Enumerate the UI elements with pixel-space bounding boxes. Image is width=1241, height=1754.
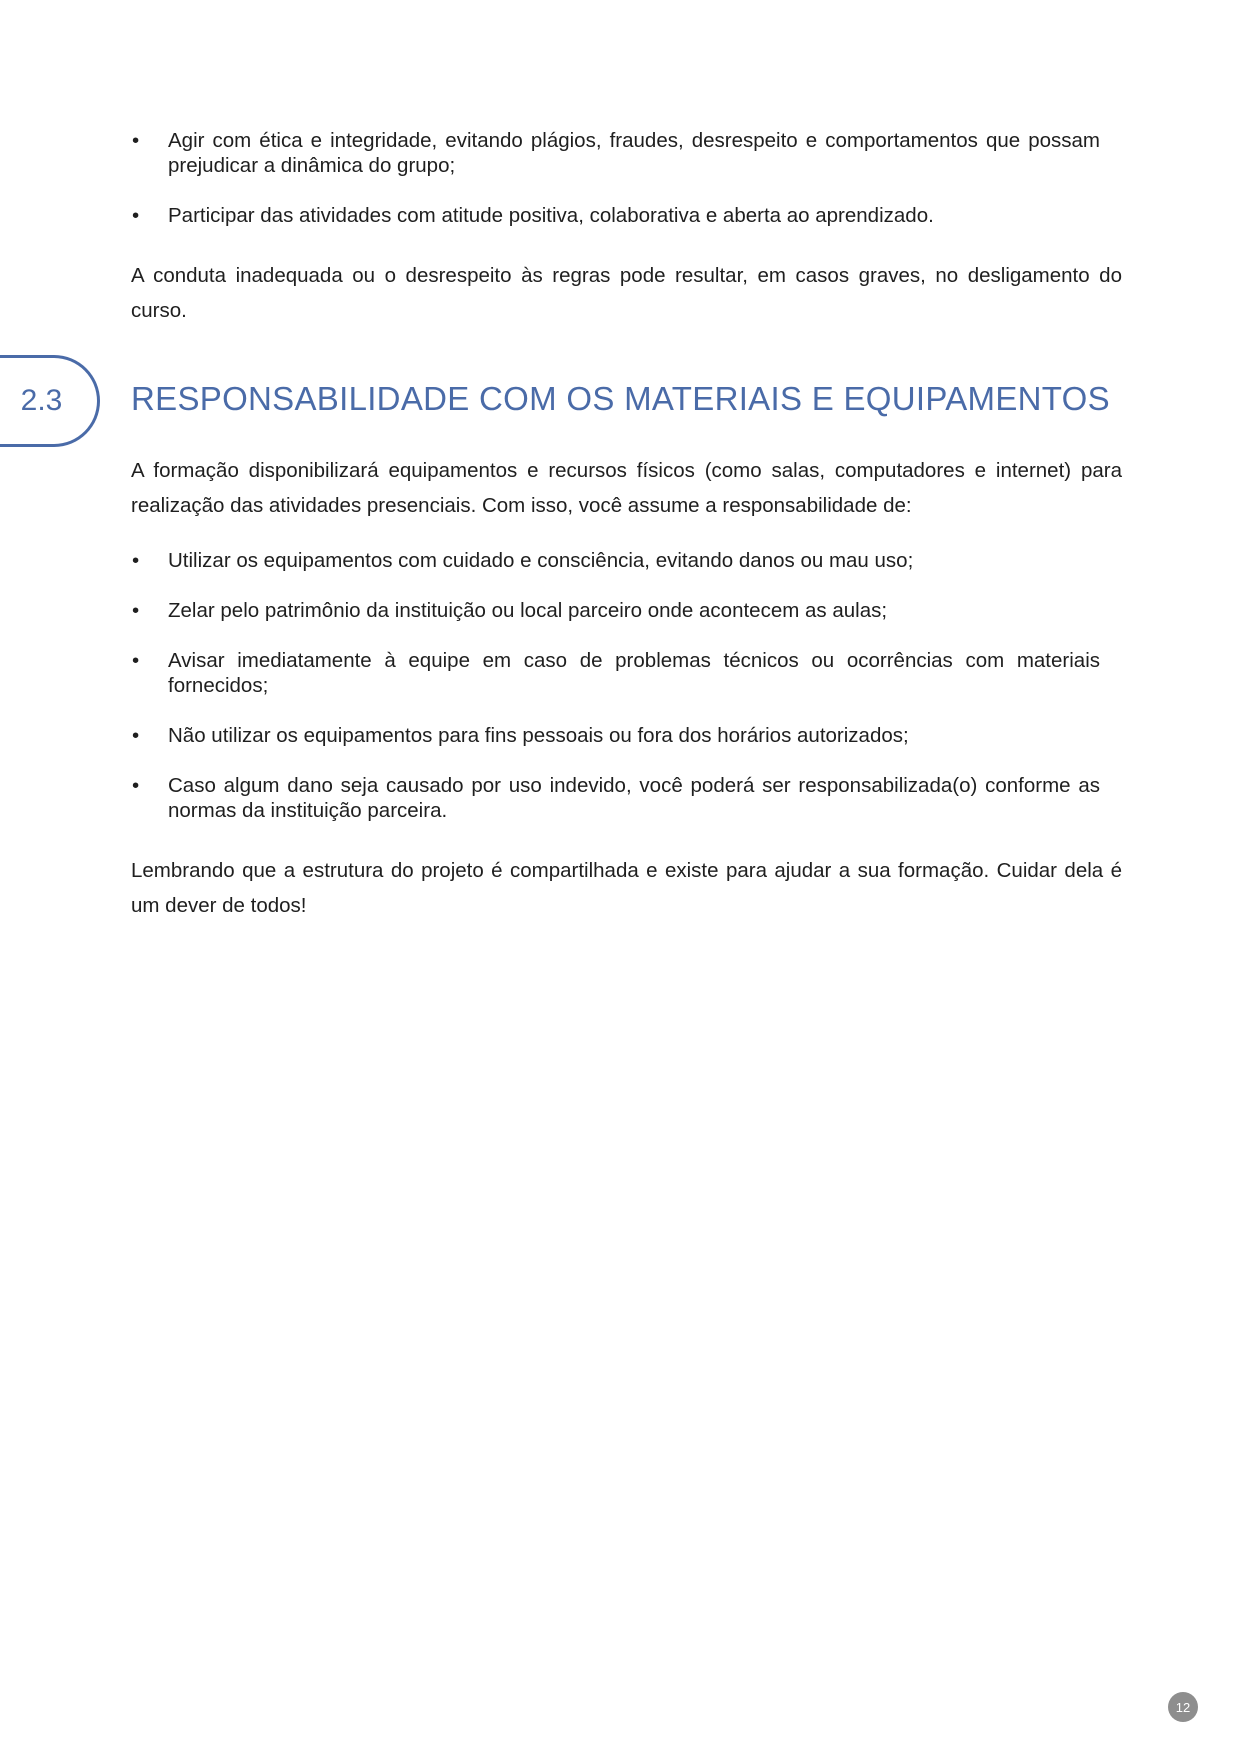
list-item-text: Caso algum dano seja causado por uso indevido, você poderá ser responsabilizada(o) conforme as normas da instituição parceira.	[168, 774, 1100, 822]
list-item	[130, 723, 1100, 748]
list-item	[130, 598, 1100, 623]
section-title: RESPONSABILIDADE COM OS MATERIAIS E EQUIPAMENTOS	[131, 380, 1110, 417]
bullet-marker: •	[132, 774, 140, 797]
list-item	[130, 203, 1100, 228]
section-intro: A formação disponibilizará equipamentos e recursos físicos (como salas, computadores e internet) para realização das atividades presenciais. Com isso, você assume a responsabilidade de:	[131, 459, 1122, 517]
list-item-text: Não utilizar os equipamentos para fins pessoais ou fora dos horários autorizados;	[168, 724, 909, 747]
bullet-marker: •	[132, 724, 140, 747]
section-bullet-list	[130, 548, 1100, 848]
list-item	[130, 128, 1100, 178]
list-item	[130, 648, 1100, 698]
list-item-text: Utilizar os equipamentos com cuidado e consciência, evitando danos ou mau uso;	[168, 549, 914, 572]
bullet-marker: •	[132, 599, 140, 622]
bullet-marker: •	[132, 549, 140, 572]
bullet-marker: •	[132, 649, 140, 672]
page-number-badge	[1168, 1692, 1198, 1722]
list-item	[130, 773, 1100, 823]
closing-paragraph: Lembrando que a estrutura do projeto é compartilhada e existe para ajudar a sua formação. Cuidar dela é um dever de todos!	[131, 859, 1122, 917]
section-number-tab	[0, 355, 100, 447]
section-number: 2.3	[20, 384, 63, 417]
page-number: 12	[1175, 1699, 1191, 1715]
list-item-text: Zelar pelo patrimônio da instituição ou local parceiro onde acontecem as aulas;	[168, 599, 888, 622]
conduct-paragraph: A conduta inadequada ou o desrespeito às regras pode resultar, em casos graves, no desligamento do curso.	[131, 264, 1122, 322]
list-item	[130, 548, 1100, 573]
list-item-text: Participar das atividades com atitude positiva, colaborativa e aberta ao aprendizado.	[168, 204, 934, 227]
bullet-marker: •	[132, 129, 140, 152]
bullet-marker: •	[132, 204, 140, 227]
list-item-text: Agir com ética e integridade, evitando plágios, fraudes, desrespeito e comportamentos que possam prejudicar a dinâmica do grupo;	[168, 129, 1100, 177]
list-item-text: Avisar imediatamente à equipe em caso de problemas técnicos ou ocorrências com materiais fornecidos;	[168, 649, 1100, 697]
top-bullet-list	[130, 128, 1100, 253]
